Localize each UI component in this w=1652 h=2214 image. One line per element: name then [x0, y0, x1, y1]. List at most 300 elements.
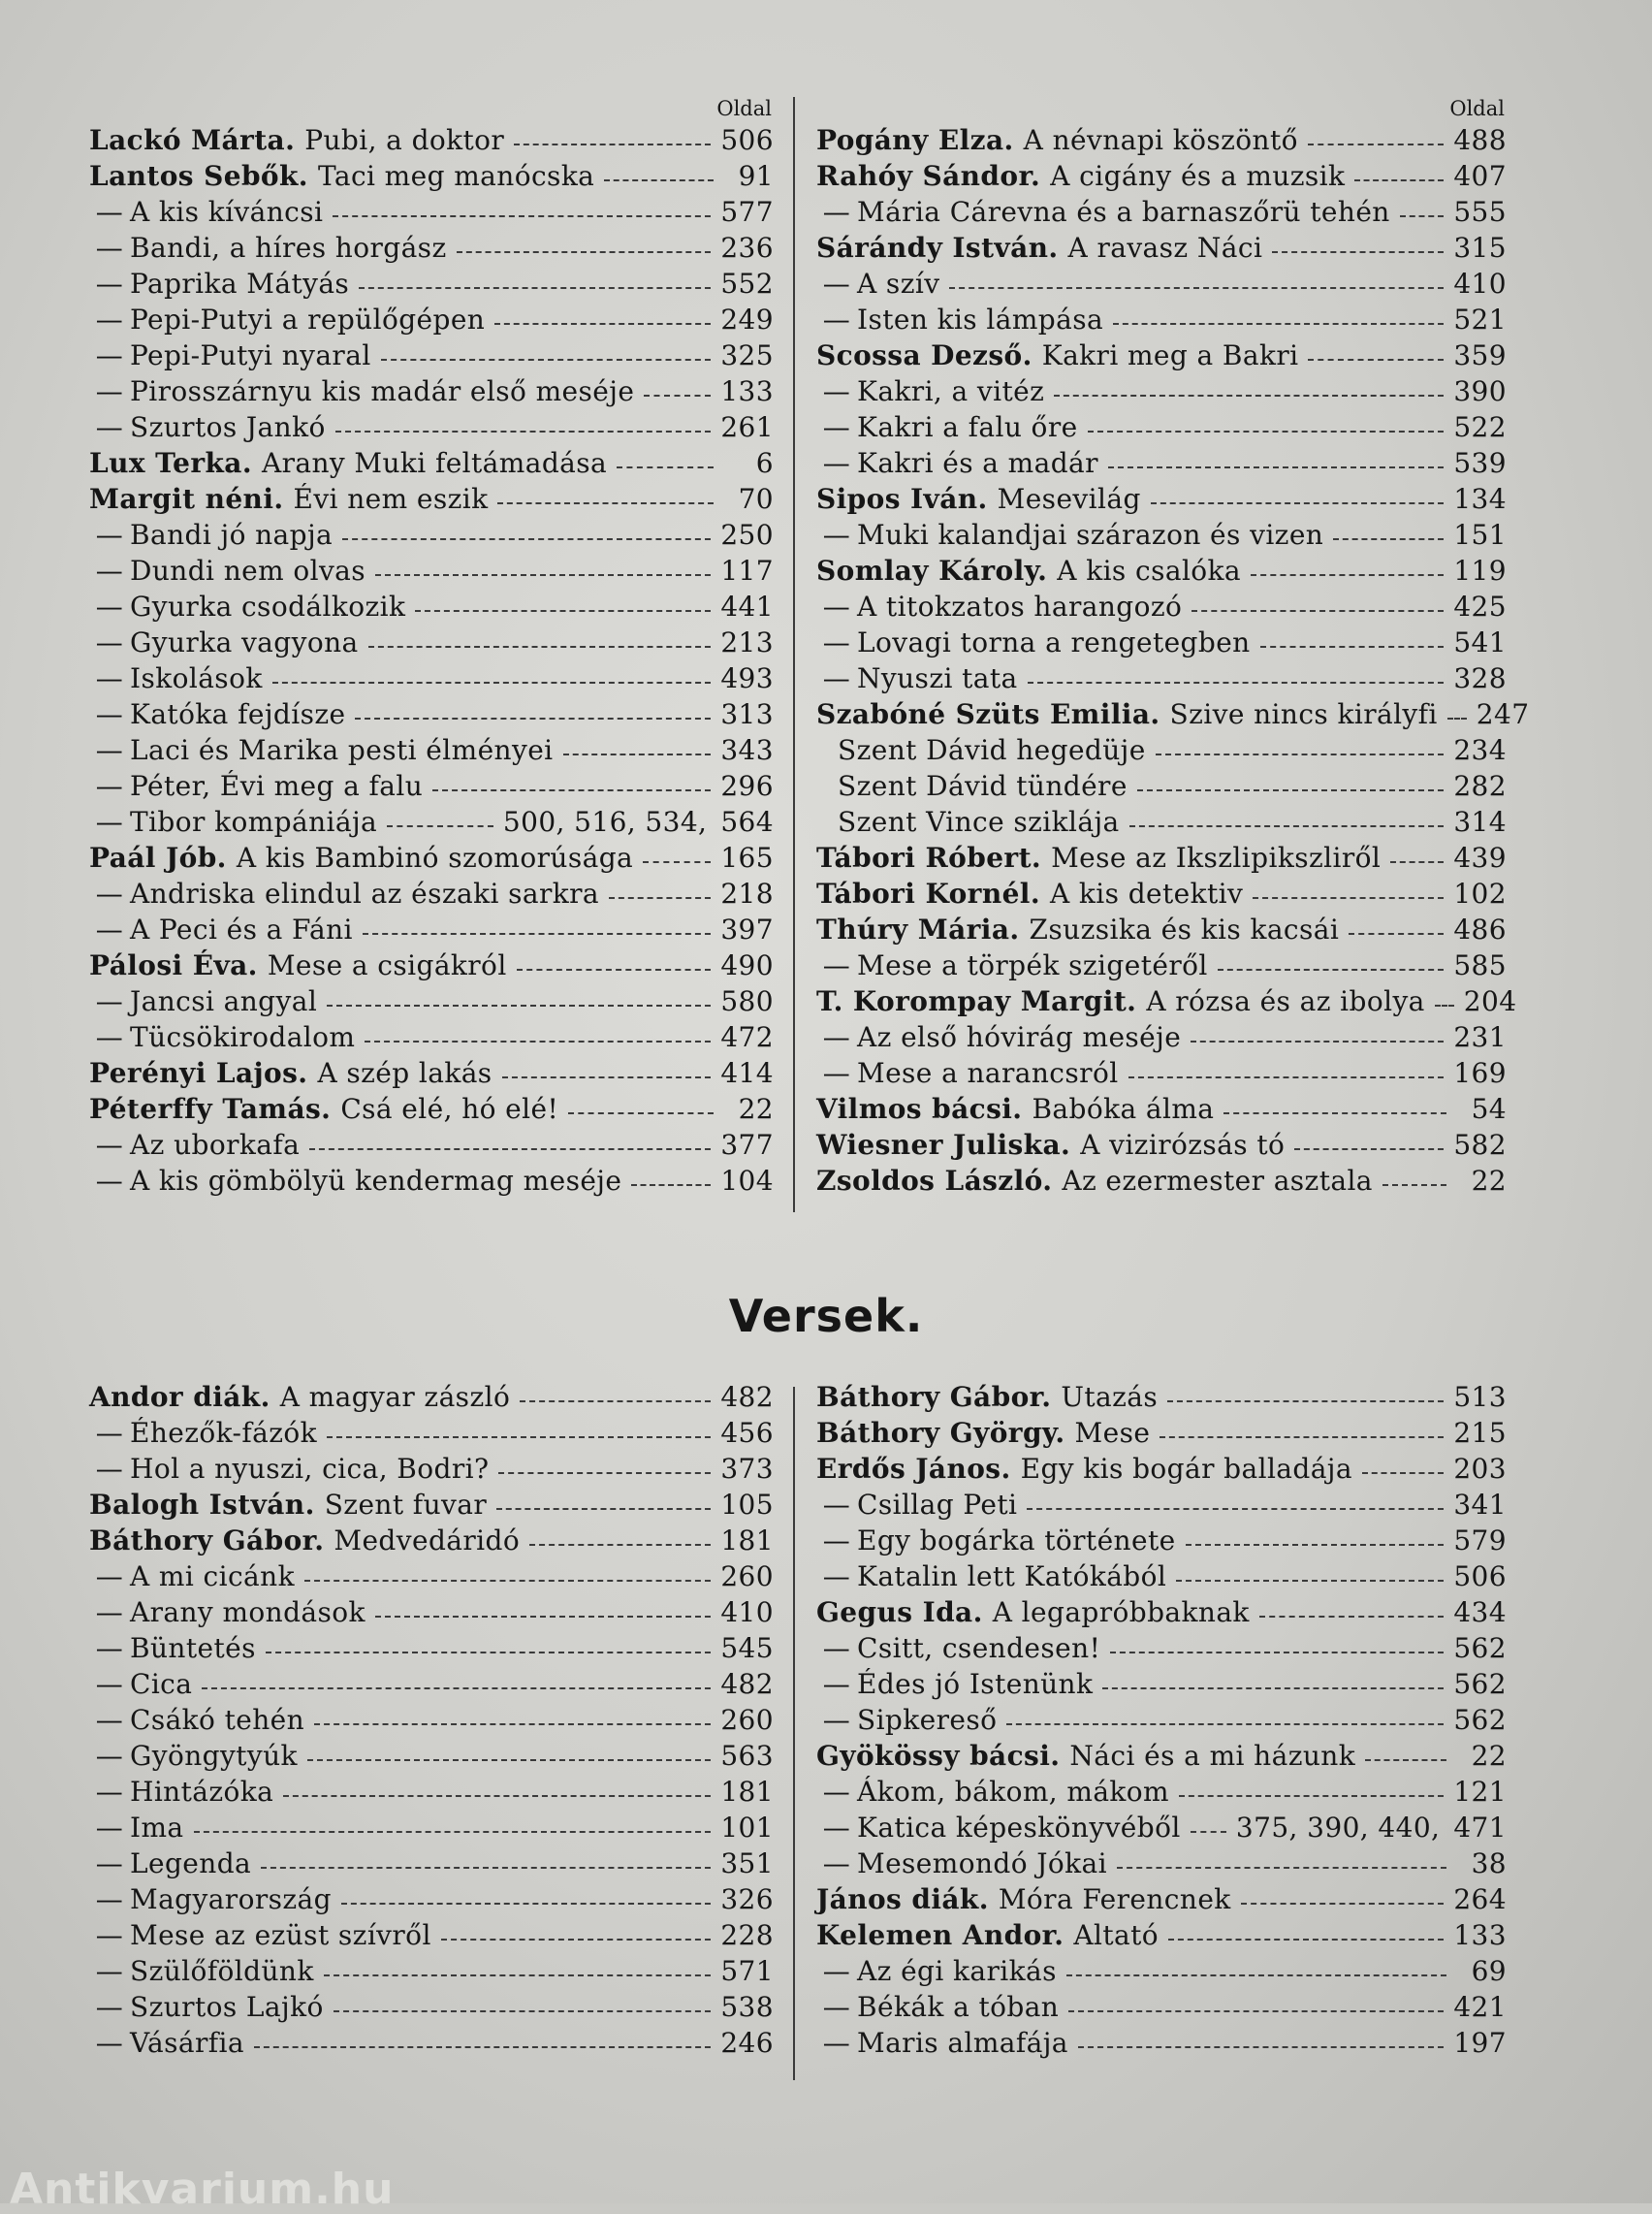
entry-dash: —: [95, 375, 124, 407]
leader-dots: [1078, 2045, 1444, 2048]
leader-dots: [1117, 1866, 1446, 1869]
entry-title: Mese a narancsról: [857, 1057, 1119, 1089]
index-entry: [89, 2027, 774, 2063]
leader-dots: [441, 1938, 712, 1941]
entry-dash: —: [95, 1740, 124, 1772]
entry-dash: —: [95, 878, 124, 910]
entry-page-number: 315: [1453, 232, 1507, 264]
leader-dots: [1253, 896, 1444, 899]
leader-dots: [314, 1722, 711, 1725]
leader-dots: [644, 394, 711, 397]
entry-page-number: 564: [720, 806, 774, 838]
leader-dots: [307, 1758, 711, 1761]
index-entry: [816, 1524, 1507, 1560]
leader-dots: [365, 1040, 711, 1043]
index-entry: [816, 806, 1507, 842]
entry-dash: —: [822, 1704, 851, 1736]
entry-title: Móra Ferencnek: [998, 1883, 1231, 1915]
leader-dots: [1088, 430, 1445, 433]
leader-dots: [1382, 1183, 1446, 1186]
leader-dots: [517, 968, 712, 971]
entry-title: Kakri a falu őre: [857, 411, 1078, 443]
entry-dash: —: [95, 1021, 124, 1053]
index-entry: [816, 339, 1507, 375]
entry-page-number: 397: [720, 914, 774, 946]
leader-dots: [1027, 1507, 1444, 1510]
entry-title: Katica képeskönyvéből: [857, 1812, 1181, 1844]
index-entry: [816, 1417, 1507, 1453]
entry-title: Mesevilág: [997, 483, 1141, 515]
leader-dots: [304, 1579, 711, 1582]
entry-extra-pages: 500, 516, 534,: [502, 806, 708, 838]
entry-author: János diák.: [816, 1883, 989, 1915]
entry-dash: —: [95, 555, 124, 587]
entry-dash: —: [95, 1668, 124, 1700]
entry-title: A cigány és a muzsik: [1050, 160, 1346, 192]
entry-dash: —: [822, 1021, 851, 1053]
entry-dash: —: [822, 1524, 851, 1556]
entry-page-number: 70: [738, 483, 774, 515]
index-entry: [89, 806, 774, 842]
entry-author: Balogh István.: [89, 1489, 315, 1521]
index-entry: [89, 1057, 774, 1093]
leader-dots: [1102, 1686, 1444, 1689]
entry-page-number: 215: [1453, 1417, 1507, 1449]
leader-dots: [1160, 1435, 1444, 1438]
entry-page-number: 218: [720, 878, 774, 910]
entry-author: Sárándy István.: [816, 232, 1059, 264]
entry-page-number: 117: [720, 555, 774, 587]
entry-author: Paál Jób.: [89, 842, 227, 874]
leader-dots: [1179, 1794, 1444, 1797]
entry-author: Báthory György.: [816, 1417, 1065, 1449]
leader-dots: [327, 1435, 711, 1438]
entry-dash: —: [95, 770, 124, 802]
leader-dots: [1176, 1579, 1444, 1582]
entry-page-number: 421: [1453, 1991, 1507, 2023]
index-entry: [89, 1919, 774, 1955]
index-entry: [816, 160, 1507, 196]
page-column-label: Oldal: [1449, 97, 1505, 120]
index-entry: [816, 1453, 1507, 1489]
entry-page-number: 471: [1453, 1812, 1507, 1844]
leader-dots: [1272, 250, 1444, 253]
leader-dots: [1191, 1830, 1226, 1833]
entry-dash: —: [822, 626, 851, 658]
index-entry: [89, 1417, 774, 1453]
entry-author: Báthory Gábor.: [89, 1524, 325, 1556]
entry-title: Szurtos Jankó: [130, 411, 326, 443]
entry-author: Zsoldos László.: [816, 1165, 1053, 1197]
leader-dots: [643, 860, 711, 863]
index-entry: [816, 985, 1517, 1021]
entry-page-number: 151: [1453, 519, 1507, 551]
index-entry: [89, 878, 774, 914]
index-entry: [89, 1524, 774, 1560]
entry-author: Lantos Sebők.: [89, 160, 308, 192]
entry-title: Bandi, a híres horgász: [130, 232, 447, 264]
index-entry: [816, 1381, 1507, 1417]
entry-author: Gegus Ida.: [816, 1596, 983, 1628]
index-entry: [89, 447, 774, 483]
entry-title: Kakri és a madár: [857, 447, 1098, 479]
entry-title: Az uborkafa: [130, 1129, 301, 1161]
index-entry: [816, 1560, 1507, 1596]
index-entry: [89, 842, 774, 878]
entry-dash: —: [822, 1489, 851, 1521]
entry-page-number: 121: [1453, 1776, 1507, 1808]
entry-dash: —: [95, 411, 124, 443]
column-divider: [793, 1387, 795, 2080]
entry-page-number: 486: [1453, 914, 1507, 946]
entry-title: Altató: [1073, 1919, 1160, 1951]
entry-page-number: 213: [720, 626, 774, 658]
entry-author: Vilmos bácsi.: [816, 1093, 1023, 1125]
leader-dots: [1113, 322, 1444, 325]
entry-page-number: 260: [720, 1560, 774, 1592]
leader-dots: [631, 1183, 711, 1186]
entry-author: Erdős János.: [816, 1453, 1011, 1485]
leader-dots: [568, 1111, 714, 1114]
leader-dots: [1435, 1004, 1454, 1007]
entry-title: A kis gömbölyü kendermag meséje: [130, 1165, 622, 1197]
leader-dots: [1168, 1938, 1444, 1941]
entry-author: Báthory Gábor.: [816, 1381, 1052, 1413]
entry-page-number: 538: [720, 1991, 774, 2023]
entry-dash: —: [822, 1847, 851, 1879]
entry-title: Medvedáridó: [334, 1524, 521, 1556]
entry-page-number: 582: [1453, 1129, 1507, 1161]
entry-dash: —: [95, 1955, 124, 1987]
entry-page-number: 577: [720, 196, 774, 228]
entry-title: Bandi jó napja: [130, 519, 334, 551]
entry-title: Mesemondó Jókai: [857, 1847, 1107, 1879]
entry-author: Somlay Károly.: [816, 555, 1048, 587]
index-entry: [89, 1776, 774, 1812]
section-title: Versek.: [728, 1290, 924, 1342]
entry-page-number: 165: [720, 842, 774, 874]
entry-title: Egy bogárka története: [857, 1524, 1176, 1556]
leader-dots: [529, 1543, 711, 1546]
leader-dots: [375, 573, 711, 576]
entry-page-number: 482: [720, 1381, 774, 1413]
index-entry: [816, 483, 1507, 519]
leader-dots: [1354, 178, 1444, 181]
entry-title: Éhezők-fázók: [130, 1417, 318, 1449]
index-entry: [89, 304, 774, 339]
entry-title: Szive nincs királyfi: [1169, 698, 1438, 730]
entry-page-number: 490: [720, 949, 774, 981]
leader-dots: [1167, 1399, 1444, 1402]
entry-page-number: 236: [720, 232, 774, 264]
entry-dash: —: [822, 949, 851, 981]
entry-page-number: 134: [1453, 483, 1507, 515]
entry-title: A szív: [857, 268, 940, 300]
entry-page-number: 260: [720, 1704, 774, 1736]
index-entry: [816, 124, 1507, 160]
entry-title: Kakri, a vitéz: [857, 375, 1045, 407]
entry-page-number: 482: [720, 1668, 774, 1700]
leader-dots: [324, 1973, 712, 1976]
leader-dots: [327, 1004, 711, 1007]
entry-title: Gyurka vagyona: [130, 626, 359, 658]
leader-dots: [1260, 645, 1445, 648]
entry-dash: —: [822, 1991, 851, 2023]
entry-title: Mese az Ikszlipikszliről: [1051, 842, 1382, 874]
index-entry: [89, 1740, 774, 1776]
entry-title: Szent fuvar: [324, 1489, 488, 1521]
column-divider: [793, 97, 795, 1212]
verse-right-column: [816, 1381, 1507, 2063]
leader-dots: [1308, 358, 1444, 361]
entry-title: Mese a törpék szigetéről: [857, 949, 1208, 981]
index-entry: [89, 914, 774, 949]
leader-dots: [272, 681, 712, 684]
entry-dash: —: [822, 519, 851, 551]
index-entry: [816, 1955, 1507, 1991]
entry-page-number: 441: [720, 591, 774, 623]
leader-dots: [1223, 1111, 1446, 1114]
entry-page-number: 410: [720, 1596, 774, 1628]
leader-dots: [387, 824, 493, 827]
leader-dots: [194, 1830, 712, 1833]
entry-dash: —: [95, 626, 124, 658]
entry-page-number: 203: [1453, 1453, 1507, 1485]
leader-dots: [309, 1147, 711, 1150]
entry-title: Csákó tehén: [130, 1704, 305, 1736]
entry-page-number: 456: [720, 1417, 774, 1449]
entry-page-number: 204: [1463, 985, 1517, 1017]
entry-dash: —: [822, 1560, 851, 1592]
entry-dash: —: [95, 304, 124, 336]
entry-title: Az első hóvirág meséje: [857, 1021, 1182, 1053]
leader-dots: [1108, 465, 1444, 468]
leader-dots: [949, 286, 1444, 289]
leader-dots: [502, 1075, 712, 1078]
entry-title: A kis kíváncsi: [130, 196, 324, 228]
watermark: Antikvarium.hu: [10, 2165, 395, 2214]
entry-author: Perényi Lajos.: [89, 1057, 308, 1089]
leader-dots: [1151, 501, 1445, 504]
entry-dash: —: [95, 232, 124, 264]
leader-dots: [202, 1686, 711, 1689]
entry-page-number: 488: [1453, 124, 1507, 156]
entry-page-number: 6: [755, 447, 774, 479]
entry-dash: —: [95, 698, 124, 730]
index-entry: [89, 1021, 774, 1057]
leader-dots: [1191, 1040, 1444, 1043]
leader-dots: [617, 465, 714, 468]
entry-title: Édes jó Istenünk: [857, 1668, 1094, 1700]
entry-page-number: 439: [1453, 842, 1507, 874]
index-entry: [89, 1704, 774, 1740]
entry-title: Tücsökirodalom: [130, 1021, 356, 1053]
entry-page-number: 234: [1453, 734, 1507, 766]
entry-title: Szurtos Lajkó: [130, 1991, 324, 2023]
leader-dots: [333, 214, 711, 217]
leader-dots: [375, 1615, 711, 1618]
entry-page-number: 181: [720, 1524, 774, 1556]
index-entry: [816, 1812, 1507, 1847]
index-entry: [89, 662, 774, 698]
entry-page-number: 343: [720, 734, 774, 766]
entry-title: Pirosszárnyu kis madár első meséje: [130, 375, 635, 407]
entry-dash: —: [822, 1955, 851, 1987]
entry-title: Babóka álma: [1032, 1093, 1215, 1125]
entry-page-number: 580: [720, 985, 774, 1017]
entry-dash: —: [95, 1417, 124, 1449]
prose-left-column: [89, 89, 774, 1201]
index-entry: [89, 339, 774, 375]
entry-dash: —: [95, 1991, 124, 2023]
index-entry: [816, 949, 1507, 985]
entry-author: Pálosi Éva.: [89, 949, 258, 981]
leader-dots: [1128, 1075, 1445, 1078]
leader-dots: [261, 1866, 711, 1869]
entry-author: Sipos Iván.: [816, 483, 988, 515]
entry-dash: —: [95, 1596, 124, 1628]
entry-author: Tábori Kornél.: [816, 878, 1040, 910]
entry-author: Scossa Dezső.: [816, 339, 1032, 371]
index-entry: [816, 1021, 1507, 1057]
entry-title: Ákom, bákom, mákom: [857, 1776, 1170, 1808]
entry-page-number: 231: [1453, 1021, 1507, 1053]
index-entry: [89, 555, 774, 591]
entry-page-number: 472: [720, 1021, 774, 1053]
entry-title: Békák a tóban: [857, 1991, 1060, 2023]
index-entry: [89, 1883, 774, 1919]
index-entry: [816, 878, 1507, 914]
entry-page-number: 22: [738, 1093, 774, 1125]
index-entry: [816, 770, 1507, 806]
entry-title: Ima: [130, 1812, 184, 1844]
prose-right-column: [816, 89, 1530, 1201]
entry-dash: —: [95, 519, 124, 551]
entry-page-number: 390: [1453, 375, 1507, 407]
entry-title: Muki kalandjai szárazon és vizen: [857, 519, 1324, 551]
entry-author: Péterffy Tamás.: [89, 1093, 332, 1125]
index-entry: [816, 555, 1507, 591]
entry-dash: —: [822, 375, 851, 407]
entry-title: Legenda: [130, 1847, 252, 1879]
entry-page-number: 91: [738, 160, 774, 192]
index-entry: [816, 1991, 1507, 2027]
entry-page-number: 506: [720, 124, 774, 156]
entry-dash: —: [95, 1847, 124, 1879]
index-entry: [89, 232, 774, 268]
index-entry: [816, 591, 1507, 626]
entry-title: Az ezermester asztala: [1062, 1165, 1373, 1197]
entry-page-number: 296: [720, 770, 774, 802]
index-entry: [89, 1165, 774, 1201]
leader-dots: [381, 358, 712, 361]
entry-dash: —: [822, 1812, 851, 1844]
leader-dots: [342, 537, 711, 540]
leader-dots: [1333, 537, 1444, 540]
leader-dots: [1068, 2009, 1444, 2012]
leader-dots: [457, 250, 712, 253]
entry-title: Paprika Mátyás: [130, 268, 350, 300]
column-header: [816, 89, 1507, 124]
leader-dots: [563, 753, 712, 755]
leader-dots: [1400, 214, 1445, 217]
leader-dots: [496, 1507, 711, 1510]
leader-dots: [1365, 1758, 1446, 1761]
index-entry: [89, 124, 774, 160]
index-entry: [89, 1381, 774, 1417]
entry-dash: —: [95, 268, 124, 300]
leader-dots: [604, 178, 714, 181]
entry-page-number: 22: [1471, 1740, 1507, 1772]
entry-dash: —: [95, 339, 124, 371]
entry-title: Csillag Peti: [857, 1489, 1018, 1521]
entry-page-number: 69: [1471, 1955, 1507, 1987]
index-entry: [89, 1489, 774, 1524]
leader-dots: [520, 1399, 711, 1402]
leader-dots: [609, 896, 711, 899]
entry-dash: —: [95, 734, 124, 766]
entry-title: Zsuzsika és kis kacsái: [1029, 914, 1340, 946]
entry-title: Mese az ezüst szívről: [130, 1919, 431, 1951]
entry-title: Tibor kompániája: [130, 806, 378, 838]
entry-dash: —: [822, 2027, 851, 2059]
entry-title: Szent Vince sziklája: [838, 806, 1120, 838]
index-entry: [89, 268, 774, 304]
entry-author: Margit néni.: [89, 483, 284, 515]
index-entry: [89, 196, 774, 232]
entry-page-number: 313: [720, 698, 774, 730]
entry-page-number: 104: [720, 1165, 774, 1197]
index-entry: [816, 626, 1507, 662]
index-entry: [816, 196, 1507, 232]
entry-page-number: 102: [1453, 878, 1507, 910]
entry-dash: —: [95, 1883, 124, 1915]
entry-page-number: 513: [1453, 1381, 1507, 1413]
entry-dash: —: [822, 196, 851, 228]
entry-title: Utazás: [1061, 1381, 1159, 1413]
index-entry: [89, 160, 774, 196]
entry-dash: —: [95, 1129, 124, 1161]
entry-title: Arany Muki feltámadása: [261, 447, 608, 479]
index-entry: [816, 1489, 1507, 1524]
index-entry: [89, 1453, 774, 1489]
entry-page-number: 250: [720, 519, 774, 551]
index-entry: [89, 626, 774, 662]
leader-dots: [1259, 1615, 1445, 1618]
leader-dots: [432, 788, 711, 791]
leader-dots: [514, 143, 711, 145]
entry-dash: —: [95, 1165, 124, 1197]
entry-dash: —: [822, 662, 851, 694]
entry-page-number: 326: [720, 1883, 774, 1915]
index-entry: [816, 375, 1507, 411]
entry-author: Pogány Elza.: [816, 124, 1014, 156]
entry-title: Szent Dávid tündére: [838, 770, 1128, 802]
index-entry: [816, 304, 1507, 339]
leader-dots: [1137, 788, 1445, 791]
entry-title: Magyarország: [130, 1883, 332, 1915]
entry-title: Szent Dávid hegedüje: [838, 734, 1146, 766]
entry-page-number: 506: [1453, 1560, 1507, 1592]
entry-page-number: 105: [720, 1489, 774, 1521]
index-entry: [816, 1740, 1507, 1776]
index-entry: [89, 1129, 774, 1165]
entry-title: Dundi nem olvas: [130, 555, 366, 587]
entry-page-number: 414: [720, 1057, 774, 1089]
leader-dots: [1390, 860, 1444, 863]
index-entry: [89, 770, 774, 806]
leader-dots: [1054, 394, 1444, 397]
